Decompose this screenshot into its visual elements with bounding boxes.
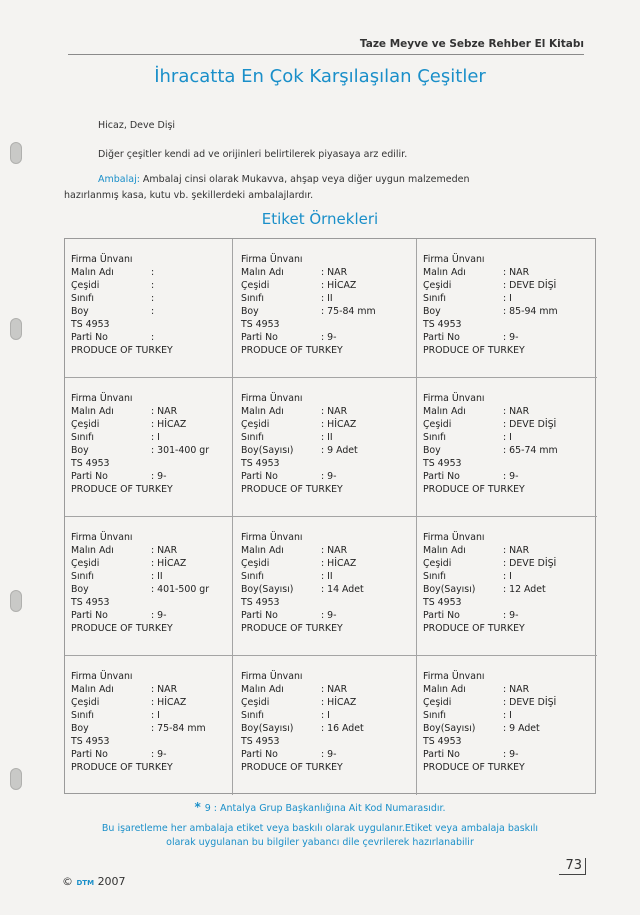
label-row bbox=[423, 331, 597, 344]
label-field-name: TS 4953 bbox=[241, 458, 280, 469]
dtm-logo: DTM bbox=[76, 879, 95, 887]
label-row bbox=[423, 583, 597, 596]
label-row bbox=[241, 735, 416, 748]
label-company: Firma Ünvanı bbox=[423, 532, 485, 543]
label-field-value: : I bbox=[151, 432, 160, 443]
label-field-value: : 9- bbox=[503, 610, 519, 621]
label-company: Firma Ünvanı bbox=[423, 671, 485, 682]
label-examples-grid bbox=[64, 238, 596, 794]
label-field-value: : II bbox=[321, 432, 333, 443]
label-field-value: : 75-84 mm bbox=[321, 306, 376, 317]
label-row bbox=[241, 609, 416, 622]
label-field-name: Sınıfı bbox=[423, 432, 447, 443]
label-field-value: : HİCAZ bbox=[151, 697, 187, 708]
label-field-name: Sınıfı bbox=[71, 571, 95, 582]
packaging-description: Ambalaj cinsi olarak Mukavva, ahşap veya diğer uygun malzemeden bbox=[139, 174, 470, 185]
label-field-name: TS 4953 bbox=[71, 597, 110, 608]
header-rule bbox=[68, 54, 584, 55]
label-field-value: : NAR bbox=[503, 406, 530, 417]
other-varieties-text: Diğer çeşitler kendi ad ve orijinleri belirtilerek piyasaya arz edilir. bbox=[98, 149, 408, 160]
binder-hole bbox=[10, 318, 22, 340]
note-line-2: olarak uygulanan bu bilgiler yabancı dile çevrilerek hazırlanabilir bbox=[166, 837, 474, 848]
label-row bbox=[71, 457, 232, 470]
label-field-value bbox=[151, 735, 232, 748]
label-field-name: Malın Adı bbox=[71, 684, 114, 695]
label-field-name: TS 4953 bbox=[71, 319, 110, 330]
label-field-value: : HİCAZ bbox=[321, 280, 357, 291]
label-row bbox=[241, 279, 416, 292]
label-company: Firma Ünvanı bbox=[71, 671, 133, 682]
label-field-name: Sınıfı bbox=[241, 571, 265, 582]
label-field-value: : HİCAZ bbox=[151, 558, 187, 569]
label-field-value: : I bbox=[503, 432, 512, 443]
label-field-value bbox=[321, 457, 416, 470]
label-field-name: Boy(Sayısı) bbox=[423, 584, 476, 595]
label-field-value bbox=[321, 735, 416, 748]
label-row bbox=[71, 405, 232, 418]
label-company: Firma Ünvanı bbox=[241, 671, 303, 682]
label-field-name: Çeşidi bbox=[423, 558, 452, 569]
label-origin: PRODUCE OF TURKEY bbox=[423, 484, 525, 495]
label-field-name: Malın Adı bbox=[71, 545, 114, 556]
label-field-name: Parti No bbox=[241, 471, 278, 482]
label-row bbox=[423, 318, 597, 331]
label-row bbox=[241, 722, 416, 735]
label-field-value bbox=[503, 318, 597, 331]
label-field-value: : NAR bbox=[321, 267, 348, 278]
label-field-name: Parti No bbox=[241, 610, 278, 621]
label-field-value: : 9 Adet bbox=[321, 445, 358, 456]
label-card bbox=[65, 378, 233, 517]
label-row bbox=[423, 266, 597, 279]
label-row bbox=[241, 596, 416, 609]
label-field-value: : II bbox=[321, 293, 333, 304]
label-field-name: Parti No bbox=[71, 610, 108, 621]
label-field-value: : NAR bbox=[321, 545, 348, 556]
label-row bbox=[241, 709, 416, 722]
label-field-value: : 75-84 mm bbox=[151, 723, 206, 734]
label-field-name: Parti No bbox=[241, 749, 278, 760]
label-row bbox=[71, 544, 232, 557]
label-row bbox=[241, 266, 416, 279]
label-field-name: Boy bbox=[71, 584, 89, 595]
binder-hole bbox=[10, 590, 22, 612]
label-field-name: Malın Adı bbox=[423, 406, 466, 417]
label-row bbox=[241, 292, 416, 305]
note-line-1: Bu işaretleme her ambalaja etiket veya baskılı olarak uygulanır.Etiket veya ambalaja baskılı bbox=[101, 823, 539, 834]
label-field-value: : DEVE DİŞİ bbox=[503, 558, 557, 569]
label-company: Firma Ünvanı bbox=[71, 393, 133, 404]
label-field-value: : NAR bbox=[503, 545, 530, 556]
label-field-name: Sınıfı bbox=[71, 293, 95, 304]
label-field-value: : 9- bbox=[503, 749, 519, 760]
label-field-name: Malın Adı bbox=[423, 267, 466, 278]
label-field-value: : 85-94 mm bbox=[503, 306, 558, 317]
label-field-name: Boy(Sayısı) bbox=[241, 723, 294, 734]
label-field-name: Malın Adı bbox=[423, 545, 466, 556]
label-card bbox=[417, 517, 597, 656]
label-origin: PRODUCE OF TURKEY bbox=[423, 345, 525, 356]
label-origin: PRODUCE OF TURKEY bbox=[71, 345, 173, 356]
label-row bbox=[71, 331, 232, 344]
label-row bbox=[71, 696, 232, 709]
label-field-value: : I bbox=[321, 710, 330, 721]
label-row bbox=[423, 596, 597, 609]
label-row bbox=[241, 305, 416, 318]
label-company: Firma Ünvanı bbox=[71, 254, 133, 265]
label-row bbox=[71, 557, 232, 570]
label-field-value: : NAR bbox=[151, 406, 178, 417]
label-field-name: Malın Adı bbox=[71, 267, 114, 278]
label-row bbox=[423, 748, 597, 761]
asterisk-icon: * bbox=[194, 800, 201, 814]
footnote bbox=[0, 800, 640, 814]
label-row bbox=[423, 735, 597, 748]
footnote-text: 9 : Antalya Grup Başkanlığına Ait Kod Numarasıdır. bbox=[204, 803, 446, 814]
label-company: Firma Ünvanı bbox=[241, 254, 303, 265]
page-number: 73 bbox=[559, 858, 586, 875]
label-company: Firma Ünvanı bbox=[241, 532, 303, 543]
label-row bbox=[71, 748, 232, 761]
packaging-text bbox=[98, 174, 469, 185]
label-field-value: : HİCAZ bbox=[321, 697, 357, 708]
label-field-name: Malın Adı bbox=[423, 684, 466, 695]
label-row bbox=[423, 722, 597, 735]
label-field-name: Parti No bbox=[423, 610, 460, 621]
label-field-name: Çeşidi bbox=[423, 419, 452, 430]
label-row bbox=[423, 405, 597, 418]
label-field-value bbox=[503, 457, 597, 470]
label-row bbox=[423, 544, 597, 557]
label-row bbox=[71, 418, 232, 431]
label-row bbox=[71, 292, 232, 305]
label-field-name: Çeşidi bbox=[423, 697, 452, 708]
label-field-value: : I bbox=[151, 710, 160, 721]
label-field-value: : NAR bbox=[503, 684, 530, 695]
label-row bbox=[71, 444, 232, 457]
label-card bbox=[233, 656, 417, 795]
label-field-value bbox=[503, 596, 597, 609]
label-field-name: Boy(Sayısı) bbox=[423, 723, 476, 734]
label-field-name: Sınıfı bbox=[241, 293, 265, 304]
label-card bbox=[233, 378, 417, 517]
label-origin: PRODUCE OF TURKEY bbox=[241, 484, 343, 495]
page-title: İhracatta En Çok Karşılaşılan Çeşitler bbox=[154, 66, 486, 87]
label-row bbox=[423, 444, 597, 457]
label-card bbox=[417, 239, 597, 378]
label-field-name: Malın Adı bbox=[241, 406, 284, 417]
label-field-name: Sınıfı bbox=[241, 432, 265, 443]
label-field-name: Çeşidi bbox=[241, 558, 270, 569]
label-field-name: Boy bbox=[423, 306, 441, 317]
label-row bbox=[71, 735, 232, 748]
label-row bbox=[423, 557, 597, 570]
label-row bbox=[71, 431, 232, 444]
label-field-name: Boy bbox=[241, 306, 259, 317]
label-field-name: Parti No bbox=[71, 749, 108, 760]
label-row bbox=[423, 305, 597, 318]
label-field-value: : bbox=[151, 267, 155, 278]
label-field-name: Parti No bbox=[423, 332, 460, 343]
label-origin: PRODUCE OF TURKEY bbox=[71, 623, 173, 634]
label-row bbox=[241, 557, 416, 570]
label-field-value: : NAR bbox=[151, 545, 178, 556]
label-origin: PRODUCE OF TURKEY bbox=[423, 623, 525, 634]
label-row bbox=[241, 418, 416, 431]
label-field-name: Boy bbox=[71, 445, 89, 456]
label-field-value bbox=[321, 318, 416, 331]
label-field-name: Malın Adı bbox=[241, 267, 284, 278]
label-row bbox=[71, 683, 232, 696]
label-field-name: Malın Adı bbox=[241, 545, 284, 556]
label-row bbox=[71, 709, 232, 722]
label-field-name: Çeşidi bbox=[71, 558, 100, 569]
label-field-name: TS 4953 bbox=[71, 736, 110, 747]
label-row bbox=[423, 683, 597, 696]
label-row bbox=[241, 457, 416, 470]
label-field-value: : 14 Adet bbox=[321, 584, 364, 595]
label-row bbox=[71, 266, 232, 279]
label-row bbox=[423, 457, 597, 470]
label-field-value: : bbox=[151, 332, 155, 343]
label-row bbox=[241, 405, 416, 418]
label-company: Firma Ünvanı bbox=[241, 393, 303, 404]
label-row bbox=[71, 609, 232, 622]
label-field-name: Sınıfı bbox=[423, 293, 447, 304]
label-field-value: : HİCAZ bbox=[321, 419, 357, 430]
packaging-text-continued: hazırlanmış kasa, kutu vb. şekillerdeki ambalajlardır. bbox=[64, 190, 314, 201]
label-field-value: : I bbox=[503, 571, 512, 582]
label-field-name: Parti No bbox=[71, 332, 108, 343]
label-field-value bbox=[151, 457, 232, 470]
label-field-name: Çeşidi bbox=[71, 697, 100, 708]
label-row bbox=[423, 609, 597, 622]
label-field-name: Sınıfı bbox=[71, 710, 95, 721]
label-field-name: Sınıfı bbox=[71, 432, 95, 443]
label-field-value: : DEVE DİŞİ bbox=[503, 419, 557, 430]
label-origin: PRODUCE OF TURKEY bbox=[241, 762, 343, 773]
label-row bbox=[241, 583, 416, 596]
label-field-name: Boy bbox=[71, 723, 89, 734]
label-field-name: Çeşidi bbox=[241, 419, 270, 430]
label-field-name: TS 4953 bbox=[423, 319, 462, 330]
label-row bbox=[423, 279, 597, 292]
label-field-name: Sınıfı bbox=[241, 710, 265, 721]
label-card bbox=[417, 378, 597, 517]
label-origin: PRODUCE OF TURKEY bbox=[241, 623, 343, 634]
label-field-value: : bbox=[151, 280, 155, 291]
label-field-name: Malın Adı bbox=[241, 684, 284, 695]
label-field-name: Parti No bbox=[423, 471, 460, 482]
label-field-name: Çeşidi bbox=[241, 280, 270, 291]
label-field-value bbox=[503, 735, 597, 748]
label-field-value: : 9- bbox=[151, 471, 167, 482]
label-row bbox=[71, 470, 232, 483]
label-field-value: : II bbox=[321, 571, 333, 582]
label-row bbox=[71, 279, 232, 292]
label-card bbox=[65, 656, 233, 795]
label-row bbox=[241, 331, 416, 344]
label-row bbox=[423, 696, 597, 709]
label-field-value: : HİCAZ bbox=[321, 558, 357, 569]
label-row bbox=[241, 570, 416, 583]
label-field-value: : 12 Adet bbox=[503, 584, 546, 595]
copyright-year: 2007 bbox=[97, 875, 126, 888]
label-card bbox=[417, 656, 597, 795]
label-field-value: : 65-74 mm bbox=[503, 445, 558, 456]
label-field-name: Sınıfı bbox=[423, 571, 447, 582]
label-row bbox=[241, 318, 416, 331]
binder-hole bbox=[10, 142, 22, 164]
label-field-value bbox=[321, 596, 416, 609]
label-field-value: : 301-400 gr bbox=[151, 445, 210, 456]
label-row bbox=[423, 570, 597, 583]
label-field-value: : 16 Adet bbox=[321, 723, 364, 734]
label-field-name: TS 4953 bbox=[241, 319, 280, 330]
label-row bbox=[71, 570, 232, 583]
label-field-name: Malın Adı bbox=[71, 406, 114, 417]
label-origin: PRODUCE OF TURKEY bbox=[71, 762, 173, 773]
label-field-value: : NAR bbox=[321, 684, 348, 695]
label-field-value: : HİCAZ bbox=[151, 419, 187, 430]
label-row bbox=[241, 431, 416, 444]
label-row bbox=[241, 683, 416, 696]
label-field-value: : bbox=[151, 306, 155, 317]
label-company: Firma Ünvanı bbox=[423, 393, 485, 404]
label-field-value: : NAR bbox=[503, 267, 530, 278]
copyright-symbol: © bbox=[62, 875, 73, 888]
label-field-value: : 9- bbox=[503, 332, 519, 343]
binder-hole bbox=[10, 768, 22, 790]
label-field-value: : 401-500 gr bbox=[151, 584, 210, 595]
label-row bbox=[71, 305, 232, 318]
label-field-name: TS 4953 bbox=[423, 736, 462, 747]
label-field-value: : bbox=[151, 293, 155, 304]
label-field-name: Parti No bbox=[241, 332, 278, 343]
label-row bbox=[423, 709, 597, 722]
label-field-name: Boy(Sayısı) bbox=[241, 445, 294, 456]
label-field-name: Çeşidi bbox=[71, 419, 100, 430]
label-field-name: TS 4953 bbox=[423, 458, 462, 469]
label-company: Firma Ünvanı bbox=[423, 254, 485, 265]
label-field-value: : DEVE DİŞİ bbox=[503, 280, 557, 291]
label-field-name: TS 4953 bbox=[71, 458, 110, 469]
label-row bbox=[423, 292, 597, 305]
label-field-value: : 9- bbox=[321, 332, 337, 343]
label-card bbox=[65, 239, 233, 378]
label-origin: PRODUCE OF TURKEY bbox=[71, 484, 173, 495]
label-field-value: : 9- bbox=[151, 610, 167, 621]
label-row bbox=[241, 544, 416, 557]
label-row bbox=[241, 444, 416, 457]
label-field-value: : II bbox=[151, 571, 163, 582]
label-row bbox=[423, 470, 597, 483]
label-row bbox=[71, 596, 232, 609]
label-field-value: : 9- bbox=[321, 610, 337, 621]
label-field-name: Çeşidi bbox=[241, 697, 270, 708]
copyright bbox=[62, 875, 126, 888]
label-field-name: Çeşidi bbox=[71, 280, 100, 291]
label-company: Firma Ünvanı bbox=[71, 532, 133, 543]
label-field-name: TS 4953 bbox=[241, 597, 280, 608]
label-field-value: : 9- bbox=[321, 749, 337, 760]
label-card bbox=[233, 239, 417, 378]
label-row bbox=[71, 318, 232, 331]
label-field-value: : I bbox=[503, 293, 512, 304]
label-card bbox=[65, 517, 233, 656]
label-row bbox=[423, 418, 597, 431]
label-field-value bbox=[151, 596, 232, 609]
label-origin: PRODUCE OF TURKEY bbox=[241, 345, 343, 356]
label-field-name: Boy(Sayısı) bbox=[241, 584, 294, 595]
packaging-label: Ambalaj: bbox=[98, 174, 140, 185]
book-title: Taze Meyve ve Sebze Rehber El Kitabı bbox=[359, 38, 584, 50]
label-field-name: TS 4953 bbox=[241, 736, 280, 747]
label-field-value: : 9 Adet bbox=[503, 723, 540, 734]
label-field-value: : I bbox=[503, 710, 512, 721]
label-field-value: : NAR bbox=[321, 406, 348, 417]
label-row bbox=[241, 748, 416, 761]
labels-section-title: Etiket Örnekleri bbox=[261, 210, 379, 228]
label-field-name: Parti No bbox=[71, 471, 108, 482]
label-field-name: Parti No bbox=[423, 749, 460, 760]
label-row bbox=[241, 470, 416, 483]
label-field-name: TS 4953 bbox=[423, 597, 462, 608]
label-row bbox=[71, 722, 232, 735]
label-field-value: : 9- bbox=[151, 749, 167, 760]
label-card bbox=[233, 517, 417, 656]
label-origin: PRODUCE OF TURKEY bbox=[423, 762, 525, 773]
label-field-value: : 9- bbox=[503, 471, 519, 482]
label-field-value: : DEVE DİŞİ bbox=[503, 697, 557, 708]
label-field-value: : NAR bbox=[151, 684, 178, 695]
label-field-value: : 9- bbox=[321, 471, 337, 482]
label-field-name: Çeşidi bbox=[423, 280, 452, 291]
label-field-value bbox=[151, 318, 232, 331]
label-row bbox=[71, 583, 232, 596]
label-row bbox=[241, 696, 416, 709]
variety-text: Hicaz, Deve Dişi bbox=[98, 120, 176, 131]
label-field-name: Boy bbox=[71, 306, 89, 317]
label-field-name: Boy bbox=[423, 445, 441, 456]
label-row bbox=[423, 431, 597, 444]
label-field-name: Sınıfı bbox=[423, 710, 447, 721]
